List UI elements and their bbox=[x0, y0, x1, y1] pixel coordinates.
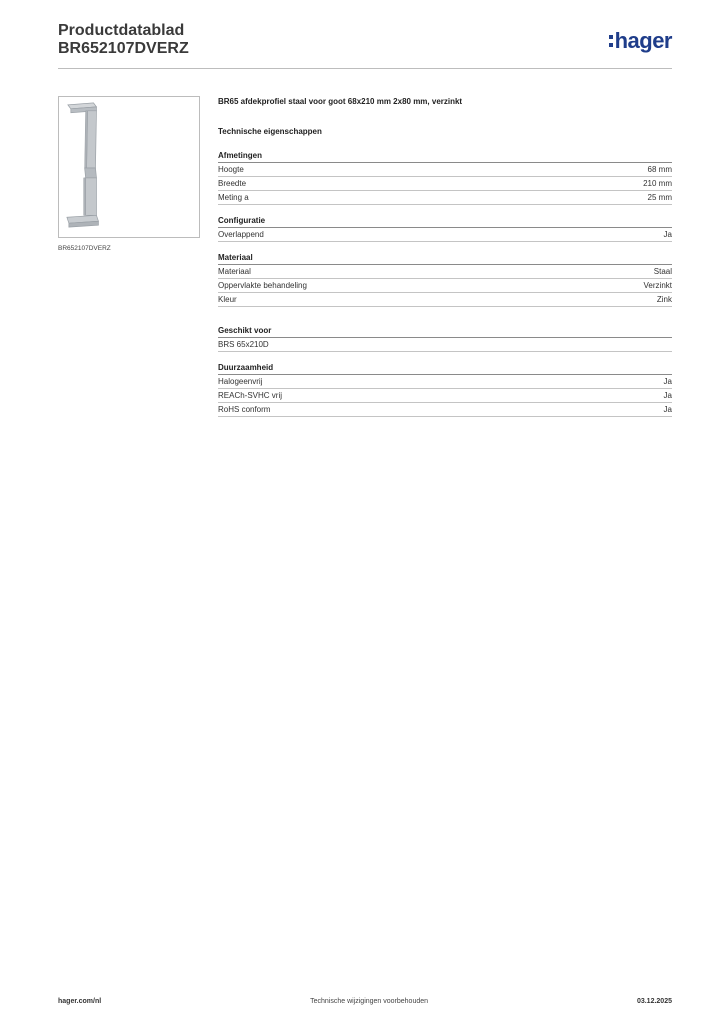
spec-value: Verzinkt bbox=[643, 281, 672, 290]
website-link[interactable]: hager.com/nl bbox=[58, 998, 102, 1005]
spec-value: Ja bbox=[663, 230, 672, 239]
cover-profile-illustration bbox=[59, 97, 199, 237]
section-geschikt-voor bbox=[218, 325, 672, 352]
spec-value: 210 mm bbox=[643, 179, 672, 188]
spec-label: Hoogte bbox=[218, 165, 244, 174]
spec-label: REACh-SVHC vrij bbox=[218, 391, 283, 400]
logo-dots-icon bbox=[609, 35, 613, 47]
spec-value: Ja bbox=[663, 405, 672, 414]
spec-value: 25 mm bbox=[647, 193, 672, 202]
spec-label: Kleur bbox=[218, 295, 237, 304]
section-title: Geschikt voor bbox=[218, 325, 672, 338]
spec-label: Overlappend bbox=[218, 230, 264, 239]
hager-logo bbox=[609, 28, 672, 54]
spec-value: Staal bbox=[653, 267, 672, 276]
footer-notice: Technische wijzigingen voorbehouden bbox=[310, 998, 429, 1005]
section-duurzaamheid bbox=[218, 362, 672, 417]
section-materiaal bbox=[218, 252, 672, 307]
spec-label: Breedte bbox=[218, 179, 247, 188]
specifications-panel bbox=[218, 96, 672, 427]
spec-label: Halogeenvrij bbox=[218, 377, 263, 386]
section-title: Materiaal bbox=[218, 252, 672, 265]
spec-value: Ja bbox=[663, 391, 672, 400]
header-divider bbox=[58, 68, 672, 69]
image-caption: BR652107DVERZ bbox=[58, 245, 111, 252]
section-configuratie bbox=[218, 215, 672, 242]
spec-value: Ja bbox=[663, 377, 672, 386]
spec-label: Meting a bbox=[218, 193, 249, 202]
spec-row bbox=[218, 293, 672, 307]
spec-row bbox=[218, 163, 672, 177]
spec-row bbox=[218, 375, 672, 389]
spec-value: 68 mm bbox=[647, 165, 672, 174]
page-footer bbox=[58, 998, 672, 1005]
product-code: BR652107DVERZ bbox=[58, 40, 189, 57]
section-title: Afmetingen bbox=[218, 150, 672, 163]
logo-wordmark: hager bbox=[614, 28, 672, 53]
spec-row bbox=[218, 279, 672, 293]
technical-properties-heading: Technische eigenschappen bbox=[218, 127, 322, 136]
spec-row bbox=[218, 177, 672, 191]
spec-label: RoHS conform bbox=[218, 405, 271, 414]
spec-row bbox=[218, 338, 672, 352]
spec-row bbox=[218, 403, 672, 417]
spec-row bbox=[218, 228, 672, 242]
spec-row bbox=[218, 265, 672, 279]
spec-label: Oppervlakte behandeling bbox=[218, 281, 307, 290]
spec-row bbox=[218, 191, 672, 205]
spec-label: Materiaal bbox=[218, 267, 251, 276]
page-title: Productdatablad bbox=[58, 22, 185, 39]
section-title: Duurzaamheid bbox=[218, 362, 672, 375]
section-title: Configuratie bbox=[218, 215, 672, 228]
product-image bbox=[58, 96, 200, 238]
section-afmetingen bbox=[218, 150, 672, 205]
spec-row bbox=[218, 389, 672, 403]
spec-label: BRS 65x210D bbox=[218, 340, 269, 349]
spec-value: Zink bbox=[656, 295, 672, 304]
product-description: BR65 afdekprofiel staal voor goot 68x210 mm 2x80 mm, verzinkt bbox=[218, 97, 463, 106]
footer-date: 03.12.2025 bbox=[636, 998, 672, 1005]
